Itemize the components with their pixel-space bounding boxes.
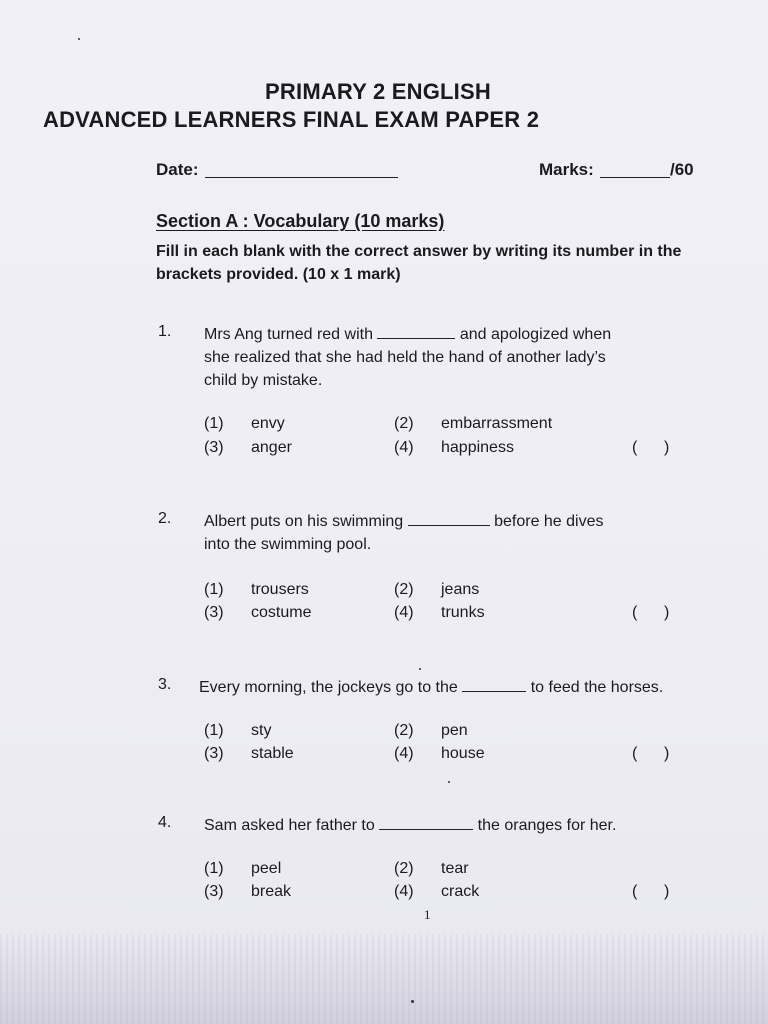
option-text: jeans (441, 581, 480, 598)
marks-field[interactable] (600, 177, 670, 178)
answer-blank (379, 815, 473, 830)
option-text: anger (251, 439, 292, 456)
option-text: peel (251, 860, 282, 877)
question-text-end: the oranges for her. (477, 817, 617, 834)
paper-subtitle: ADVANCED LEARNERS FINAL EXAM PAPER 2 (43, 107, 540, 132)
option-text: break (251, 883, 292, 900)
page-number: 1 (424, 907, 431, 922)
option-number: (4) (394, 439, 414, 456)
paper-title: PRIMARY 2 ENGLISH (265, 79, 491, 104)
answer-bracket[interactable]: ( ) (632, 745, 670, 762)
scan-speck (411, 1000, 414, 1003)
option-text: trousers (251, 581, 309, 598)
scan-noise-strip (0, 934, 768, 1024)
answer-bracket[interactable]: ( ) (632, 439, 670, 456)
question-text-start: Albert puts on his swimming (204, 513, 404, 530)
answer-blank (462, 677, 526, 692)
scan-speck (78, 38, 80, 40)
option-number: (4) (394, 883, 414, 900)
option-number: (2) (394, 581, 414, 598)
question-text-end: and apologized when (459, 326, 612, 343)
option-number: (4) (394, 745, 414, 762)
question-text (204, 814, 714, 837)
option-number: (1) (204, 581, 224, 598)
option-number: (2) (394, 415, 414, 432)
option-number: (3) (204, 439, 224, 456)
option-number: (2) (394, 722, 414, 739)
option-number: (2) (394, 860, 414, 877)
question-text-start: Mrs Ang turned red with (204, 326, 373, 343)
date-label: Date: (156, 160, 199, 179)
option-text: embarrassment (441, 415, 553, 432)
question-text-line: into the swimming pool. (204, 536, 372, 553)
scan-speck (448, 781, 450, 783)
option-number: (3) (204, 883, 224, 900)
question-text-line: she realized that she had held the hand of another lady’s (204, 349, 606, 366)
date-field[interactable] (205, 177, 398, 178)
question-text (204, 510, 714, 556)
scan-speck (419, 668, 421, 670)
option-text: house (441, 745, 485, 762)
question-text (204, 323, 714, 392)
option-number: (1) (204, 722, 224, 739)
question-text-line: child by mistake. (204, 372, 323, 389)
option-text: crack (441, 883, 480, 900)
answer-blank (377, 324, 455, 339)
option-text: pen (441, 722, 468, 739)
section-heading: Section A : Vocabulary (10 marks) (156, 211, 445, 231)
option-text: costume (251, 604, 312, 621)
marks-total: /60 (670, 160, 694, 179)
option-text: happiness (441, 439, 514, 456)
option-number: (1) (204, 415, 224, 432)
marks-label: Marks: (539, 160, 594, 179)
answer-bracket[interactable]: ( ) (632, 883, 670, 900)
option-number: (3) (204, 745, 224, 762)
question-number: 4. (158, 814, 172, 831)
question-number: 3. (158, 676, 172, 693)
option-number: (4) (394, 604, 414, 621)
option-text: stable (251, 745, 294, 762)
option-number: (1) (204, 860, 224, 877)
answer-blank (408, 511, 490, 526)
option-text: tear (441, 860, 469, 877)
answer-bracket[interactable]: ( ) (632, 604, 670, 621)
section-instructions: Fill in each blank with the correct answer by writing its number in the brackets provided. (10 x 1 mark) (156, 243, 682, 283)
option-text: sty (251, 722, 272, 739)
question-text (199, 676, 719, 699)
question-number: 2. (158, 510, 172, 527)
question-text-end: to feed the horses. (530, 679, 664, 696)
option-text: envy (251, 415, 285, 432)
question-number: 1. (158, 323, 172, 340)
option-text: trunks (441, 604, 485, 621)
option-number: (3) (204, 604, 224, 621)
question-text-start: Every morning, the jockeys go to the (199, 679, 458, 696)
question-text-end: before he dives (494, 513, 604, 530)
question-text-start: Sam asked her father to (204, 817, 375, 834)
